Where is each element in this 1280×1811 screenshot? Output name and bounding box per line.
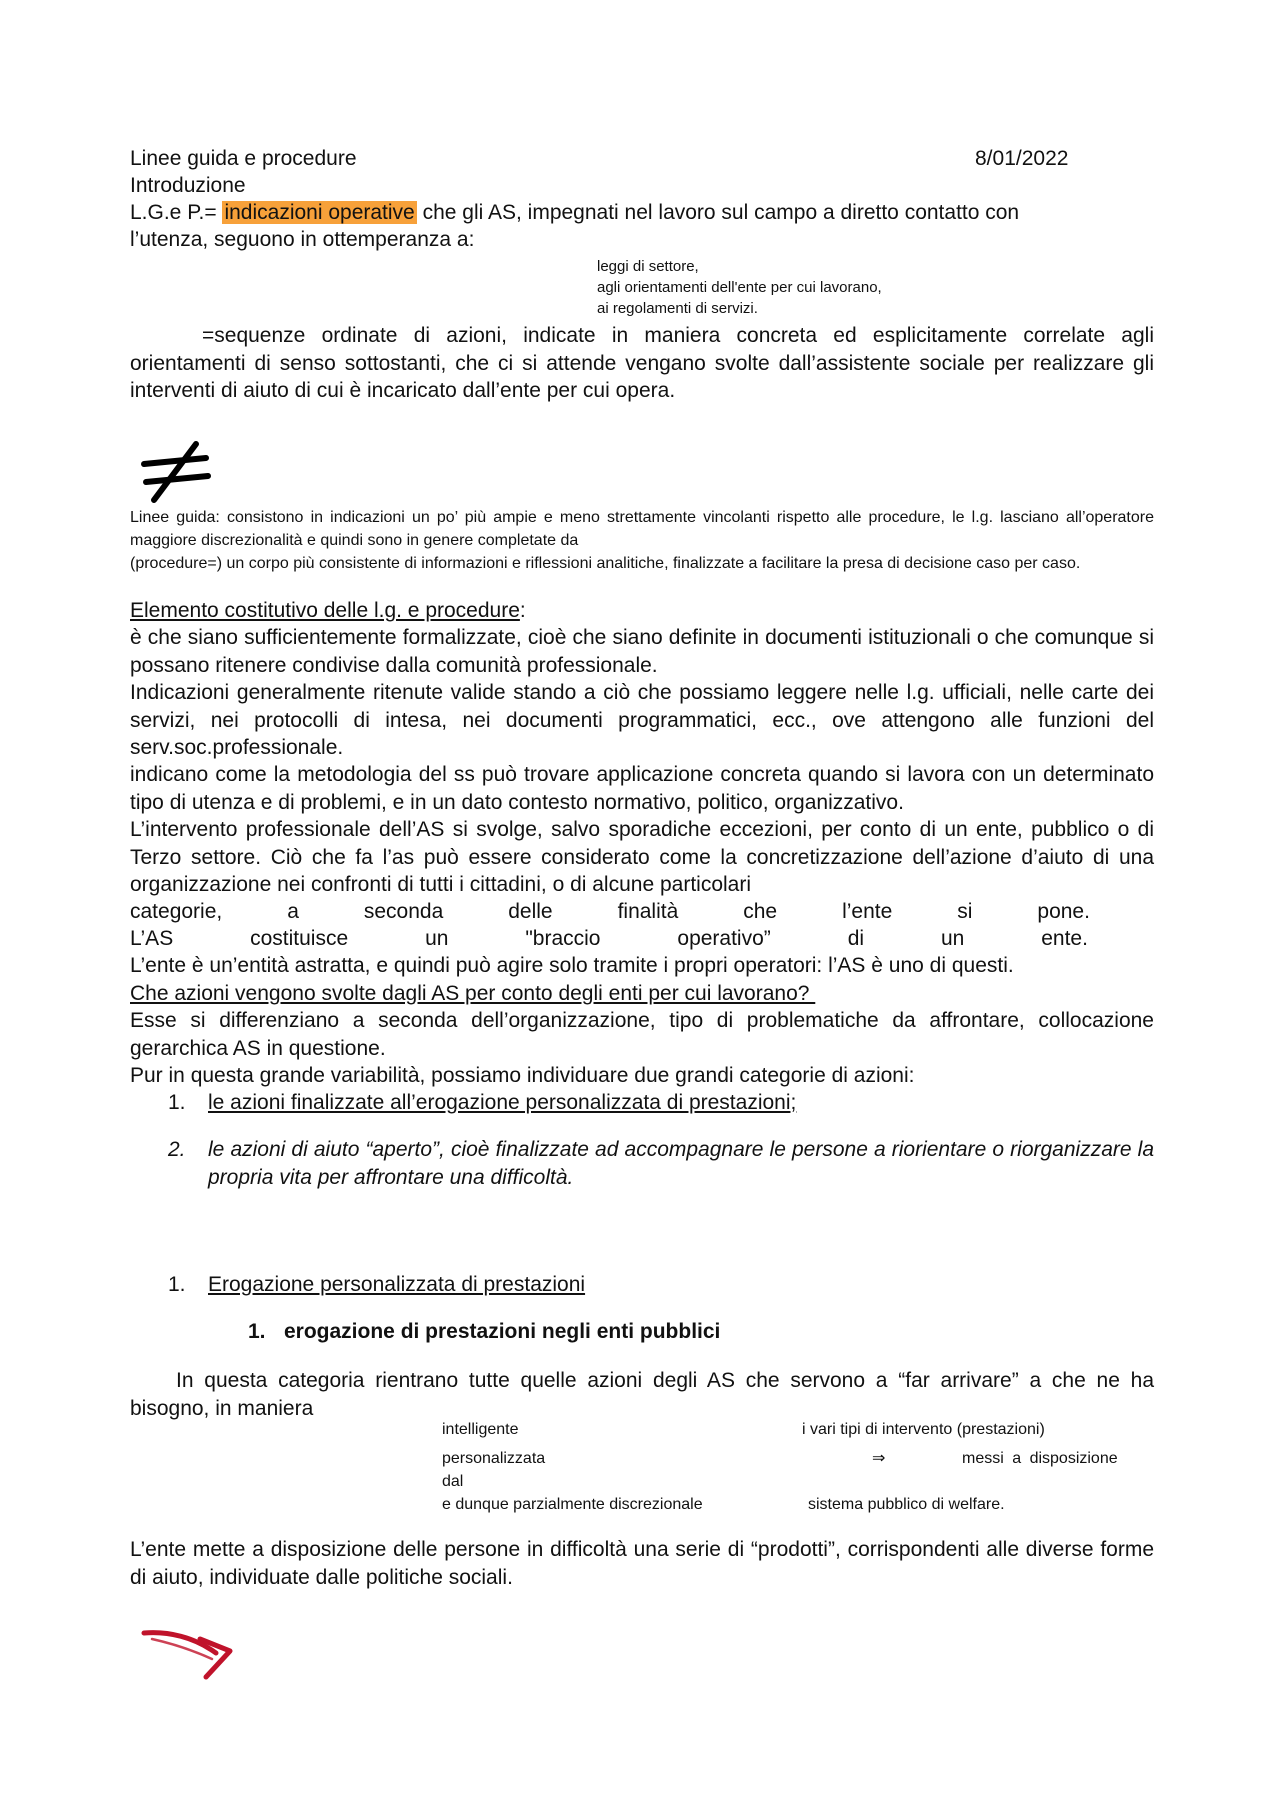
elemento-heading-text: Elemento costitutivo delle l.g. e procedure	[130, 599, 520, 622]
paragraph-categorie: Pur in questa grande variabilità, possiamo individuare due grandi categorie di azioni:	[130, 1064, 915, 1087]
paragraph-formalizzate: è che siano sufficientemente formalizzate, cioè che siano definite in documenti istituzionali o che comunque si possano ritenere condivise dalla comunità professionale.	[130, 626, 1154, 677]
paragraph-intervento-last-line	[130, 898, 1090, 926]
table-cell: intelligente	[442, 1421, 519, 1438]
paragraph-differenziano: Esse si differenziano a seconda dell’organizzazione, tipo di problematiche da affrontare, collocazione gerarchica AS in questione.	[130, 1009, 1154, 1060]
paragraph-categoria: In questa categoria rientrano tutte quelle azioni degli AS che servono a “far arrivare” a che ne ha bisogno, in maniera	[130, 1369, 1154, 1420]
not-equal-icon	[140, 440, 212, 504]
word: L’AS	[130, 927, 174, 950]
azioni-question: Che azioni vengono svolte dagli AS per conto degli enti per cui lavorano?	[130, 982, 816, 1005]
subsection-number: 1.	[248, 1320, 266, 1343]
intro-heading: Introduzione	[130, 174, 246, 197]
word: pone.	[1037, 900, 1090, 923]
sequence-paragraph: =sequenze ordinate di azioni, indicate in maniera concreta ed esplicitamente correlate agli orientamenti di senso sottostanti, che ci si attende vengano svolte dall’assistente sociale per realizzare gli interventi di aiuto di cui è incaricato dall’ente per cui opera.	[130, 324, 1154, 402]
list-item	[168, 1089, 1154, 1117]
red-arrow-icon	[140, 1625, 240, 1695]
document-title: Linee guida e procedure	[130, 147, 357, 170]
paragraph-braccio-operativo	[130, 925, 1088, 953]
heading-colon: :	[519, 599, 526, 622]
paragraph-metodologia: indicano come la metodologia del ss può trovare applicazione concreta quando si lavora con un determinato tipo di utenza e di problemi, e in un dato contesto normativo, politico, organizzativo.	[130, 763, 1154, 814]
list-text: le azioni finalizzate all’erogazione personalizzata di prestazioni;	[208, 1091, 797, 1114]
table-cell: dal	[442, 1473, 464, 1490]
list-item: ai regolamenti di servizi.	[597, 300, 758, 317]
table-cell: sistema pubblico di welfare.	[808, 1496, 1005, 1513]
word: l’ente	[842, 900, 893, 923]
subsection-heading	[248, 1318, 720, 1346]
list-number: 2.	[168, 1138, 186, 1161]
word: un	[425, 927, 449, 950]
word: si	[957, 900, 973, 923]
list-item: agli orientamenti dell'ente per cui lavorano,	[597, 279, 882, 296]
list-text: le azioni di aiuto “aperto”, cioè finalizzate ad accompagnare le persone a riorientare o riorganizzare la propria vita per affrontare una difficoltà.	[208, 1138, 1154, 1189]
word: costituisce	[250, 927, 349, 950]
list-number: 1.	[168, 1091, 186, 1114]
table-cell: personalizzata	[442, 1450, 546, 1467]
word: ente.	[1041, 927, 1088, 950]
word: di	[847, 927, 865, 950]
implies-arrow-icon: ⇒	[872, 1450, 886, 1467]
table-cell: i vari tipi di intervento (prestazioni)	[802, 1421, 1045, 1438]
paragraph-intervento: L’intervento professionale dell’AS si svolge, salvo sporadiche eccezioni, per conto di un ente, pubblico o di Terzo settore. Ciò che fa l’as può essere considerato come la concretizzazione dell’azione d’aiuto di una organizzazione nei confronti di tutti i cittadini, o di alcune particolari	[130, 818, 1154, 896]
word: finalità	[617, 900, 679, 923]
lgp-rest: che gli AS, impegnati nel lavoro sul campo a diretto contatto con	[422, 201, 1020, 224]
section-title: Erogazione personalizzata di prestazioni	[208, 1273, 586, 1296]
elemento-heading	[130, 597, 526, 625]
highlighted-term: indicazioni operative	[224, 201, 415, 224]
paragraph-prodotti: L’ente mette a disposizione delle persone in difficoltà una serie di “prodotti”, corrispondenti alle diverse forme di aiuto, individuate dalle politiche sociali.	[130, 1538, 1154, 1589]
list-item: leggi di settore,	[597, 258, 699, 275]
word: seconda	[363, 900, 444, 923]
list-item	[168, 1136, 1154, 1191]
table-left-column	[442, 1418, 703, 1516]
document-date: 8/01/2022	[975, 147, 1069, 170]
procedure-definition: (procedure=) un corpo più consistente di informazioni e riflessioni analitiche, finalizzate a facilitare la presa di decisione caso per caso.	[130, 555, 1081, 572]
table-cell: messi a disposizione	[962, 1450, 1118, 1467]
lgp-definition-line1	[130, 199, 1154, 227]
word: un	[940, 927, 965, 950]
section-heading	[168, 1271, 1154, 1299]
word: che	[743, 900, 778, 923]
bullet-list	[597, 256, 882, 319]
subsection-title: erogazione di prestazioni negli enti pubblici	[284, 1320, 721, 1343]
word: "braccio	[525, 927, 601, 950]
word: a	[287, 900, 299, 923]
paragraph-ente-astratta: L’ente è un’entità astratta, e quindi può agire solo tramite i propri operatori: l’AS è uno di questi.	[130, 954, 1014, 977]
section-number: 1.	[168, 1273, 186, 1296]
paragraph-indicazioni: Indicazioni generalmente ritenute valide stando a ciò che possiamo leggere nelle l.g. ufficiali, nelle carte dei servizi, nei protocolli di intesa, nei documenti programmatici, ecc., ove attengono alle funzioni del serv.soc.professionale.	[130, 681, 1154, 759]
lgp-prefix: L.G.e P.=	[130, 201, 217, 224]
word: operativo”	[677, 927, 771, 950]
word: delle	[508, 900, 553, 923]
linee-guida-definition: Linee guida: consistono in indicazioni un po’ più ampie e meno strettamente vincolanti rispetto alle procedure, le l.g. lasciano all’operatore maggiore discrezionalità e quindi sono in genere completate da	[130, 509, 1154, 549]
word: categorie,	[130, 900, 223, 923]
lgp-definition-line2: l’utenza, seguono in ottemperanza a:	[130, 228, 475, 251]
table-cell: e dunque parzialmente discrezionale	[442, 1496, 703, 1513]
